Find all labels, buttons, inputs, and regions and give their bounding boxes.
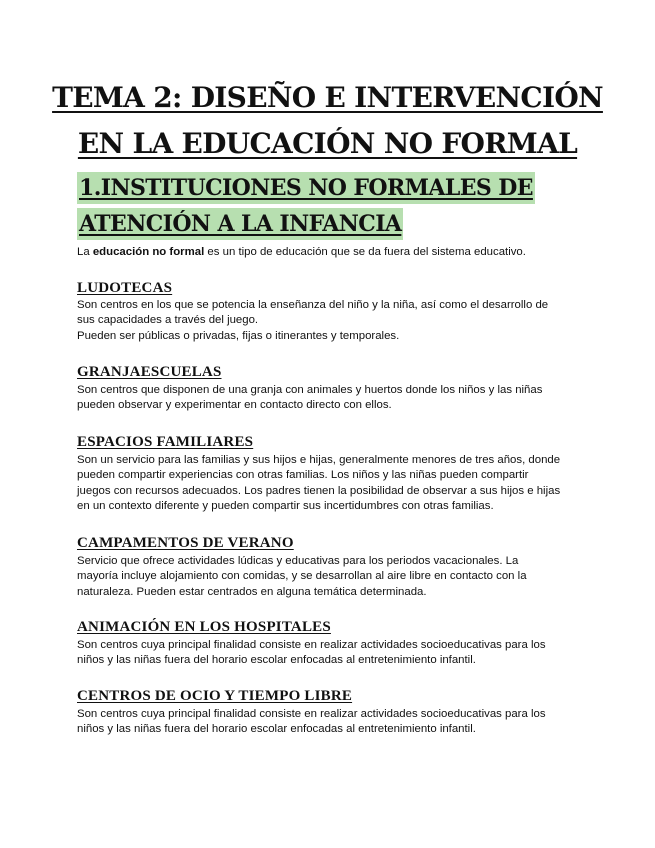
- line: Son centros en los que se potencia la enseñanza del niño y la niña, así como el desarrollo de: [77, 299, 549, 311]
- page-title-line-1: TEMA 2: DISEÑO E INTERVENCIÓN: [52, 81, 603, 114]
- intro-text-start: La: [77, 246, 93, 258]
- line: Son centros cuya principal finalidad consiste en realizar actividades socioeducativas para los: [77, 639, 546, 651]
- paragraph-campamentos-de-verano: [77, 554, 582, 600]
- line: pueden compartir experiencias con otras familias. Los niños y las niñas pueden compartir: [77, 469, 529, 482]
- paragraph-granjaescuelas: [77, 383, 582, 414]
- heading-centros-de-ocio-y-tiempo-libre: CENTROS DE OCIO Y TIEMPO LIBRE: [77, 688, 353, 704]
- line: Son centros cuya principal finalidad consiste en realizar actividades socioeducativas para los: [77, 708, 546, 720]
- line: niños y las niñas fuera del horario escolar enfocadas al entretenimiento infantil.: [77, 723, 476, 736]
- line: en un contexto diferente y pueden compartir sus incertidumbres con otras familias.: [77, 500, 494, 513]
- line: juegos con recursos adecuados. Los padres tienen la posibilidad de observar a sus hijos e hijas: [77, 484, 561, 497]
- heading-ludotecas: LUDOTECAS: [77, 280, 173, 296]
- line: mayoría incluye alojamiento con comidas, y se desarrollan al aire libre en contacto con la: [77, 570, 527, 583]
- intro-text-end: es un tipo de educación que se da fuera del sistema educativo.: [204, 246, 526, 258]
- paragraph-ludotecas: [77, 298, 582, 344]
- line: Servicio que ofrece actividades lúdicas y educativas para los periodos vacacionales. La: [77, 555, 519, 567]
- page-title-line-2: EN LA EDUCACIÓN NO FORMAL: [77, 127, 578, 160]
- heading-animacion-en-los-hospitales: ANIMACIÓN EN LOS HOSPITALES: [77, 619, 331, 635]
- line: niños y las niñas fuera del horario escolar enfocadas al entretenimiento infantil.: [77, 654, 476, 667]
- line: Son centros que disponen de una granja con animales y huertos donde los niños y las niñas: [77, 384, 543, 396]
- heading-campamentos-de-verano: CAMPAMENTOS DE VERANO: [77, 535, 294, 551]
- line: naturaleza. Pueden estar centrados en alguna temática determinada.: [77, 585, 427, 598]
- paragraph-animacion-en-los-hospitales: [77, 638, 582, 669]
- section-title-line-2: ATENCIÓN A LA INFANCIA: [77, 208, 403, 240]
- heading-granjaescuelas: GRANJAESCUELAS: [77, 364, 222, 380]
- section-title-line-1: 1.INSTITUCIONES NO FORMALES DE: [77, 172, 535, 204]
- line: Pueden ser públicas o privadas, fijas o itinerantes y temporales.: [77, 329, 400, 342]
- heading-espacios-familiares: ESPACIOS FAMILIARES: [77, 434, 254, 450]
- line: Son un servicio para las familias y sus hijos e hijas, generalmente menores de tres años, donde: [77, 454, 561, 466]
- intro-paragraph: [77, 245, 582, 260]
- paragraph-espacios-familiares: [77, 453, 582, 515]
- line: sus capacidades a través del juego.: [77, 314, 259, 327]
- intro-bold-term: educación no formal: [92, 246, 205, 258]
- paragraph-centros-de-ocio-y-tiempo-libre: [77, 707, 582, 738]
- line: pueden observar y experimentar en contacto directo con ellos.: [77, 399, 392, 412]
